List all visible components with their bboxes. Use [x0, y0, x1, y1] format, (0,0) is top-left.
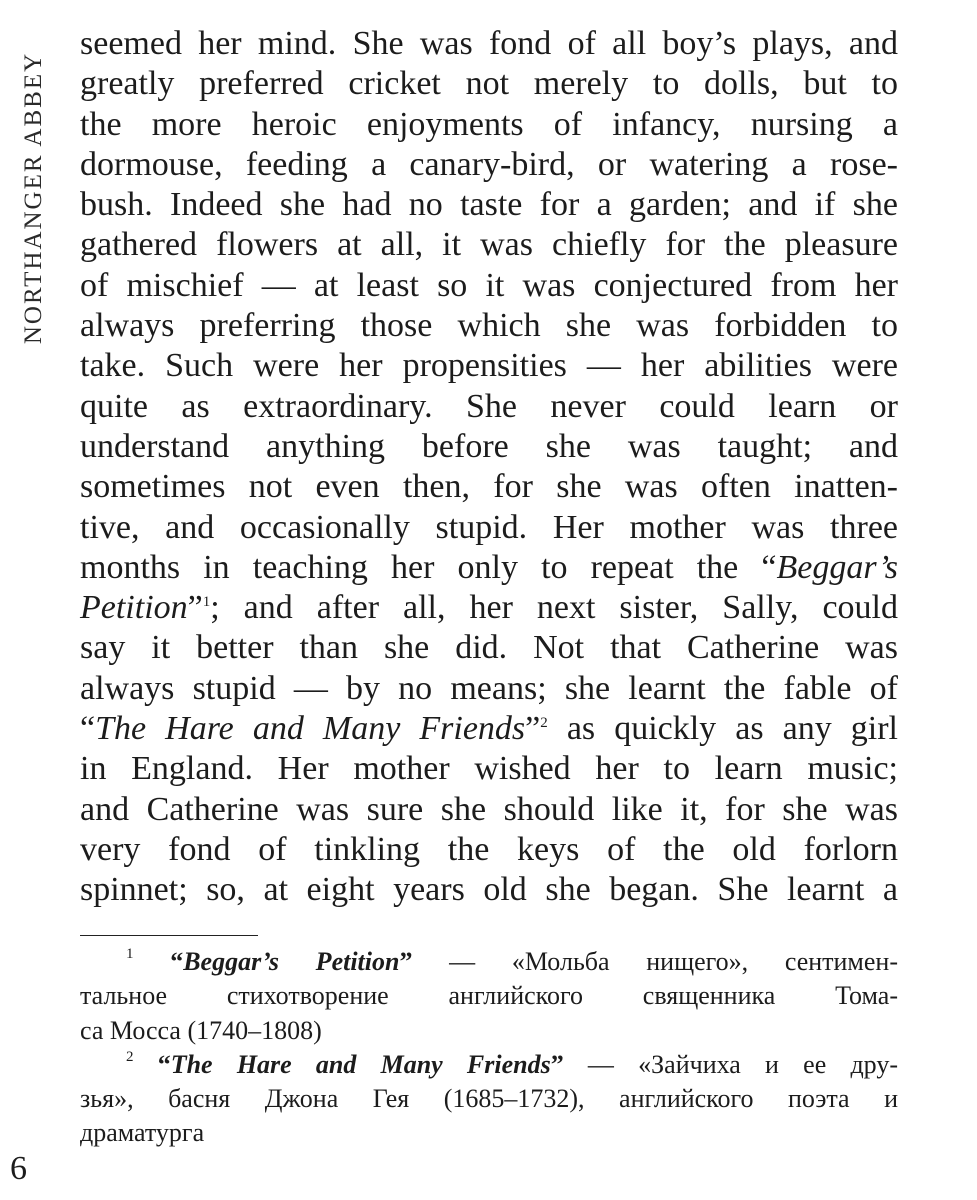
- italic-title: The Hare and Many Friends: [95, 710, 526, 748]
- running-head: [14, 18, 54, 378]
- text-line: sometimes not even then, for she was often inatten-: [80, 468, 898, 506]
- text-line: understand anything before she was taught; and: [80, 427, 898, 465]
- page-number: 6: [10, 1150, 27, 1187]
- footnote-line: [80, 945, 898, 979]
- text-line: always preferring those which she was forbidden to: [80, 307, 898, 345]
- text-run: — «Зайчиха и ее дру-: [563, 1049, 898, 1079]
- text-run: “: [170, 947, 184, 976]
- body-text: [80, 24, 898, 911]
- footnote-line: драматурга: [80, 1118, 205, 1148]
- footnote-title: The Hare and Many Friends: [170, 1049, 551, 1079]
- text-line: greatly preferred cricket not merely to dolls, but to: [80, 65, 898, 103]
- text-line: [80, 709, 898, 749]
- text-line: tive, and occasionally stupid. Her mother was three: [80, 508, 898, 546]
- text-line: [80, 588, 898, 628]
- text-line: of mischief — at least so it was conjectured from her: [80, 266, 898, 304]
- italic-title: Beggar’s: [776, 548, 898, 586]
- text-line: quite as extraordinary. She never could learn or: [80, 387, 898, 425]
- footnote-line: зья», басня Джона Гея (1685–1732), английского поэта и: [80, 1084, 898, 1114]
- text-run: — «Мольба нищего», сентимен-: [412, 947, 898, 976]
- running-head-text: NORTHANGER ABBEY: [20, 51, 48, 345]
- footnote-ref[interactable]: 1: [202, 594, 211, 611]
- text-line: gathered flowers at all, it was chiefly for the pleasure: [80, 226, 898, 264]
- text-line: spinnet; so, at eight years old she began. She learnt a: [80, 871, 898, 909]
- footnote-rule: [80, 935, 258, 936]
- footnote-title: Beggar’s Petition: [183, 947, 400, 976]
- text-run: “: [80, 710, 96, 748]
- footnote-line: са Мосса (1740–1808): [80, 1015, 322, 1045]
- text-line: seemed her mind. She was fond of all boy’s plays, and: [80, 25, 898, 62]
- footnote-line: [80, 1048, 898, 1082]
- text-line: say it better than she did. Not that Catherine was: [80, 629, 898, 667]
- text-run: ”: [187, 589, 203, 627]
- text-line: take. Such were her propensities — her abilities were: [80, 347, 898, 385]
- footnote-ref[interactable]: 2: [540, 715, 548, 732]
- footnotes: [80, 945, 898, 1151]
- text-run: ”: [550, 1049, 564, 1079]
- text-run: ; and after all, her next sister, Sally, could: [210, 589, 898, 627]
- text-line: the more heroic enjoyments of infancy, nursing a: [80, 105, 898, 143]
- text-run: as quickly as any girl: [547, 710, 899, 748]
- text-line: bush. Indeed she had no taste for a garden; and if she: [80, 186, 898, 224]
- text-line: dormouse, feeding a canary-bird, or watering a rose-: [80, 145, 898, 183]
- text-run: months in teaching her only to repeat the “: [80, 548, 777, 586]
- text-line: [80, 548, 898, 588]
- footnote-number: 2: [126, 1048, 134, 1065]
- text-line: in England. Her mother wished her to learn music;: [80, 750, 898, 788]
- text-line: always stupid — by no means; she learnt the fable of: [80, 669, 898, 707]
- text-line: very fond of tinkling the keys of the old forlorn: [80, 830, 898, 868]
- footnote-line: тальное стихотворение английского священника Тома-: [80, 981, 898, 1011]
- text-run: ”: [525, 710, 541, 748]
- text-line: and Catherine was sure she should like it, for she was: [80, 790, 898, 828]
- text-run: “: [157, 1049, 171, 1079]
- text-run: ”: [399, 947, 413, 976]
- footnote-number: 1: [126, 946, 134, 962]
- italic-title: Petition: [80, 589, 188, 627]
